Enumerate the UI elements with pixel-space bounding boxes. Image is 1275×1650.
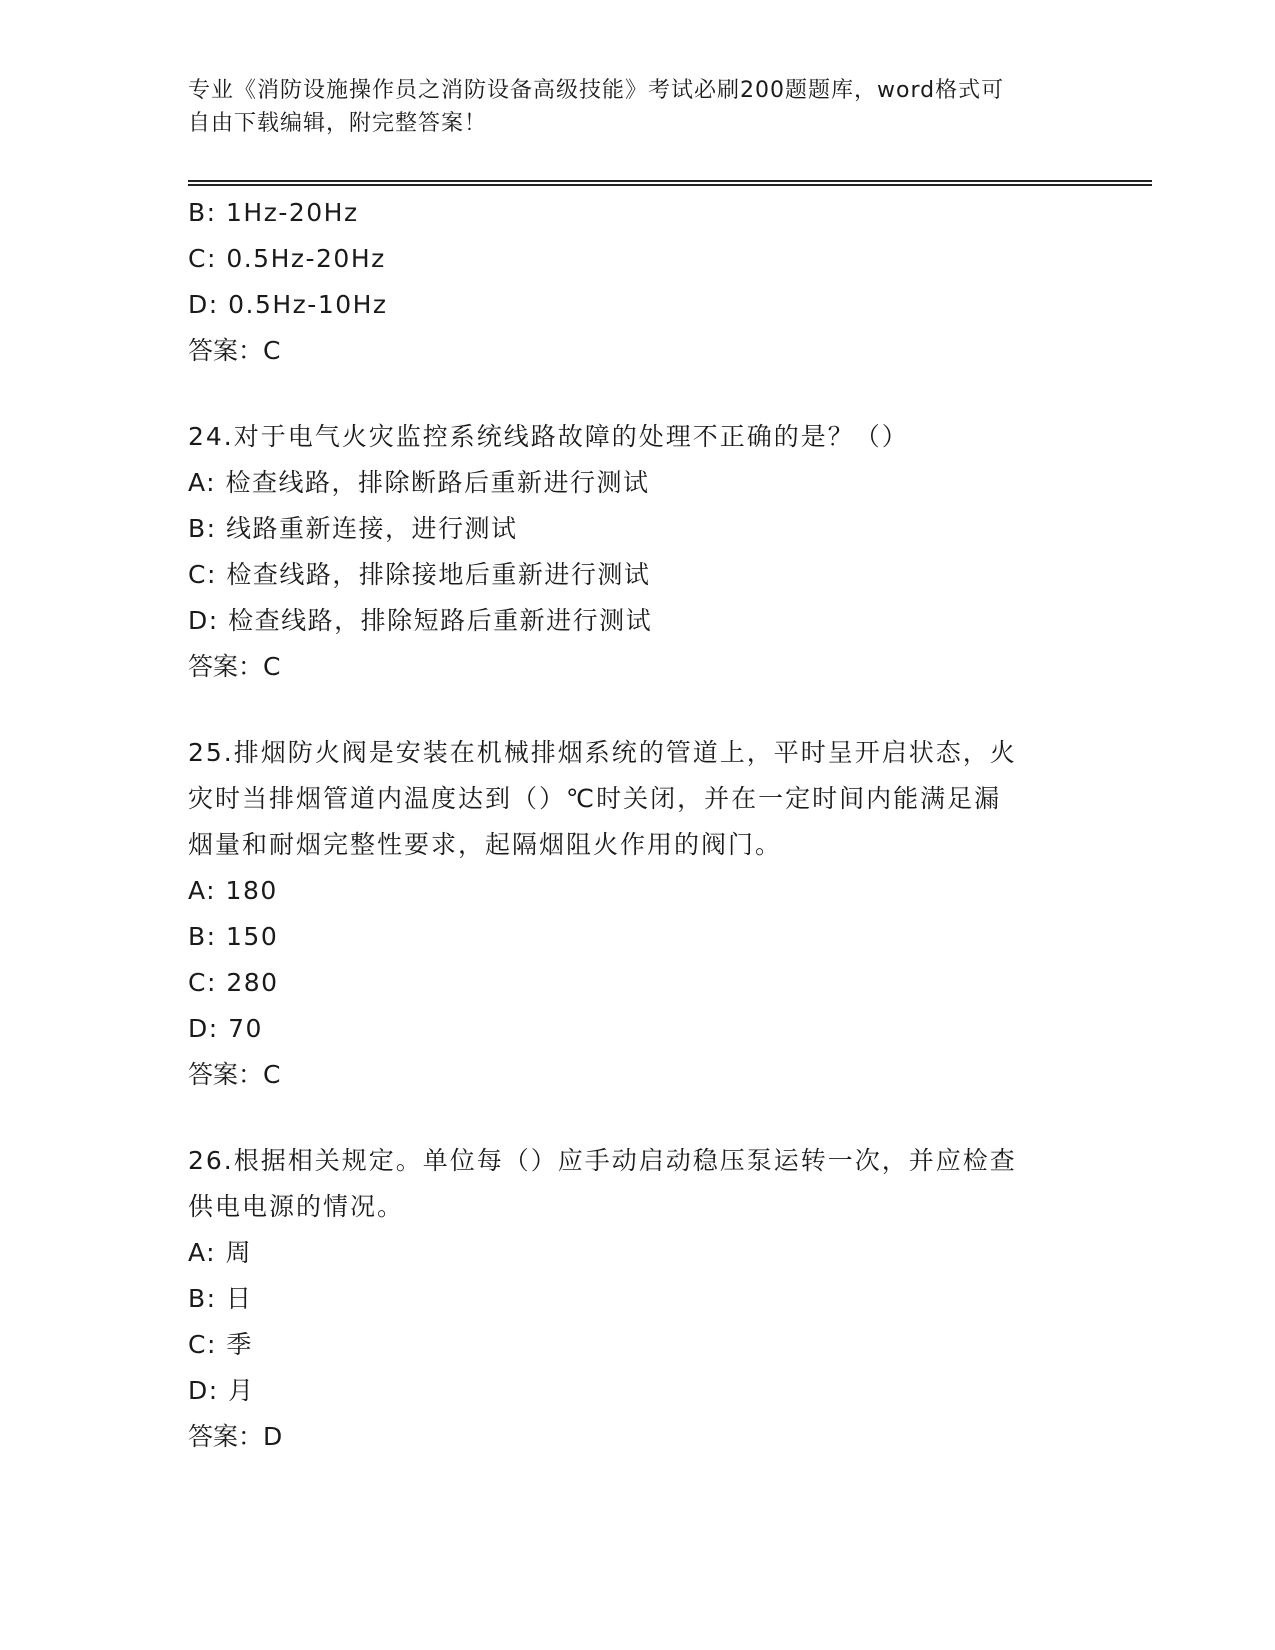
header-line-2: 自由下载编辑，附完整答案！ xyxy=(188,111,488,136)
answer-line: 答案：C xyxy=(188,336,281,365)
spacer xyxy=(188,690,1088,730)
question-24 xyxy=(188,414,1088,690)
question-text-line-3: 烟量和耐烟完整性要求，起隔烟阻火作用的阀门。 xyxy=(188,830,783,859)
option-b: B: 日 xyxy=(188,1284,253,1313)
option-d: D: 70 xyxy=(188,1014,263,1043)
option-b: B: 150 xyxy=(188,922,279,951)
header-divider-bottom xyxy=(188,184,1152,186)
option-a: A: 检查线路，排除断路后重新进行测试 xyxy=(188,468,650,497)
option-c: C: 0.5Hz-20Hz xyxy=(188,244,386,273)
option-a: A: 周 xyxy=(188,1238,253,1267)
answer-line: 答案：C xyxy=(188,1060,281,1089)
document-header xyxy=(188,74,1088,140)
question-text-line-2: 供电电源的情况。 xyxy=(188,1192,405,1221)
option-d: D: 月 xyxy=(188,1376,255,1405)
option-c: C: 280 xyxy=(188,968,279,997)
question-text: 24.对于电气火灾监控系统线路故障的处理不正确的是？（） xyxy=(188,422,909,451)
header-line-1: 专业《消防设施操作员之消防设备高级技能》考试必刷200题题库，word格式可 xyxy=(188,78,1005,103)
document-body xyxy=(188,190,1088,1460)
option-b: B: 1Hz-20Hz xyxy=(188,198,359,227)
option-b: B: 线路重新连接，进行测试 xyxy=(188,514,518,543)
option-d: D: 0.5Hz-10Hz xyxy=(188,290,388,319)
option-c: C: 季 xyxy=(188,1330,253,1359)
answer-line: 答案：D xyxy=(188,1422,283,1451)
option-a: A: 180 xyxy=(188,876,278,905)
answer-line: 答案：C xyxy=(188,652,281,681)
spacer xyxy=(188,1098,1088,1138)
question-25 xyxy=(188,730,1088,1098)
question-text-line-1: 25.排烟防火阀是安装在机械排烟系统的管道上，平时呈开启状态，火 xyxy=(188,738,1017,767)
option-c: C: 检查线路，排除接地后重新进行测试 xyxy=(188,560,651,589)
question-26 xyxy=(188,1138,1088,1460)
spacer xyxy=(188,374,1088,414)
option-d: D: 检查线路，排除短路后重新进行测试 xyxy=(188,606,653,635)
header-divider-top xyxy=(188,180,1152,182)
question-23-continued xyxy=(188,190,1088,374)
question-text-line-2: 灾时当排烟管道内温度达到（）℃时关闭，并在一定时间内能满足漏 xyxy=(188,784,1002,813)
question-text-line-1: 26.根据相关规定。单位每（）应手动启动稳压泵运转一次，并应检查 xyxy=(188,1146,1017,1175)
